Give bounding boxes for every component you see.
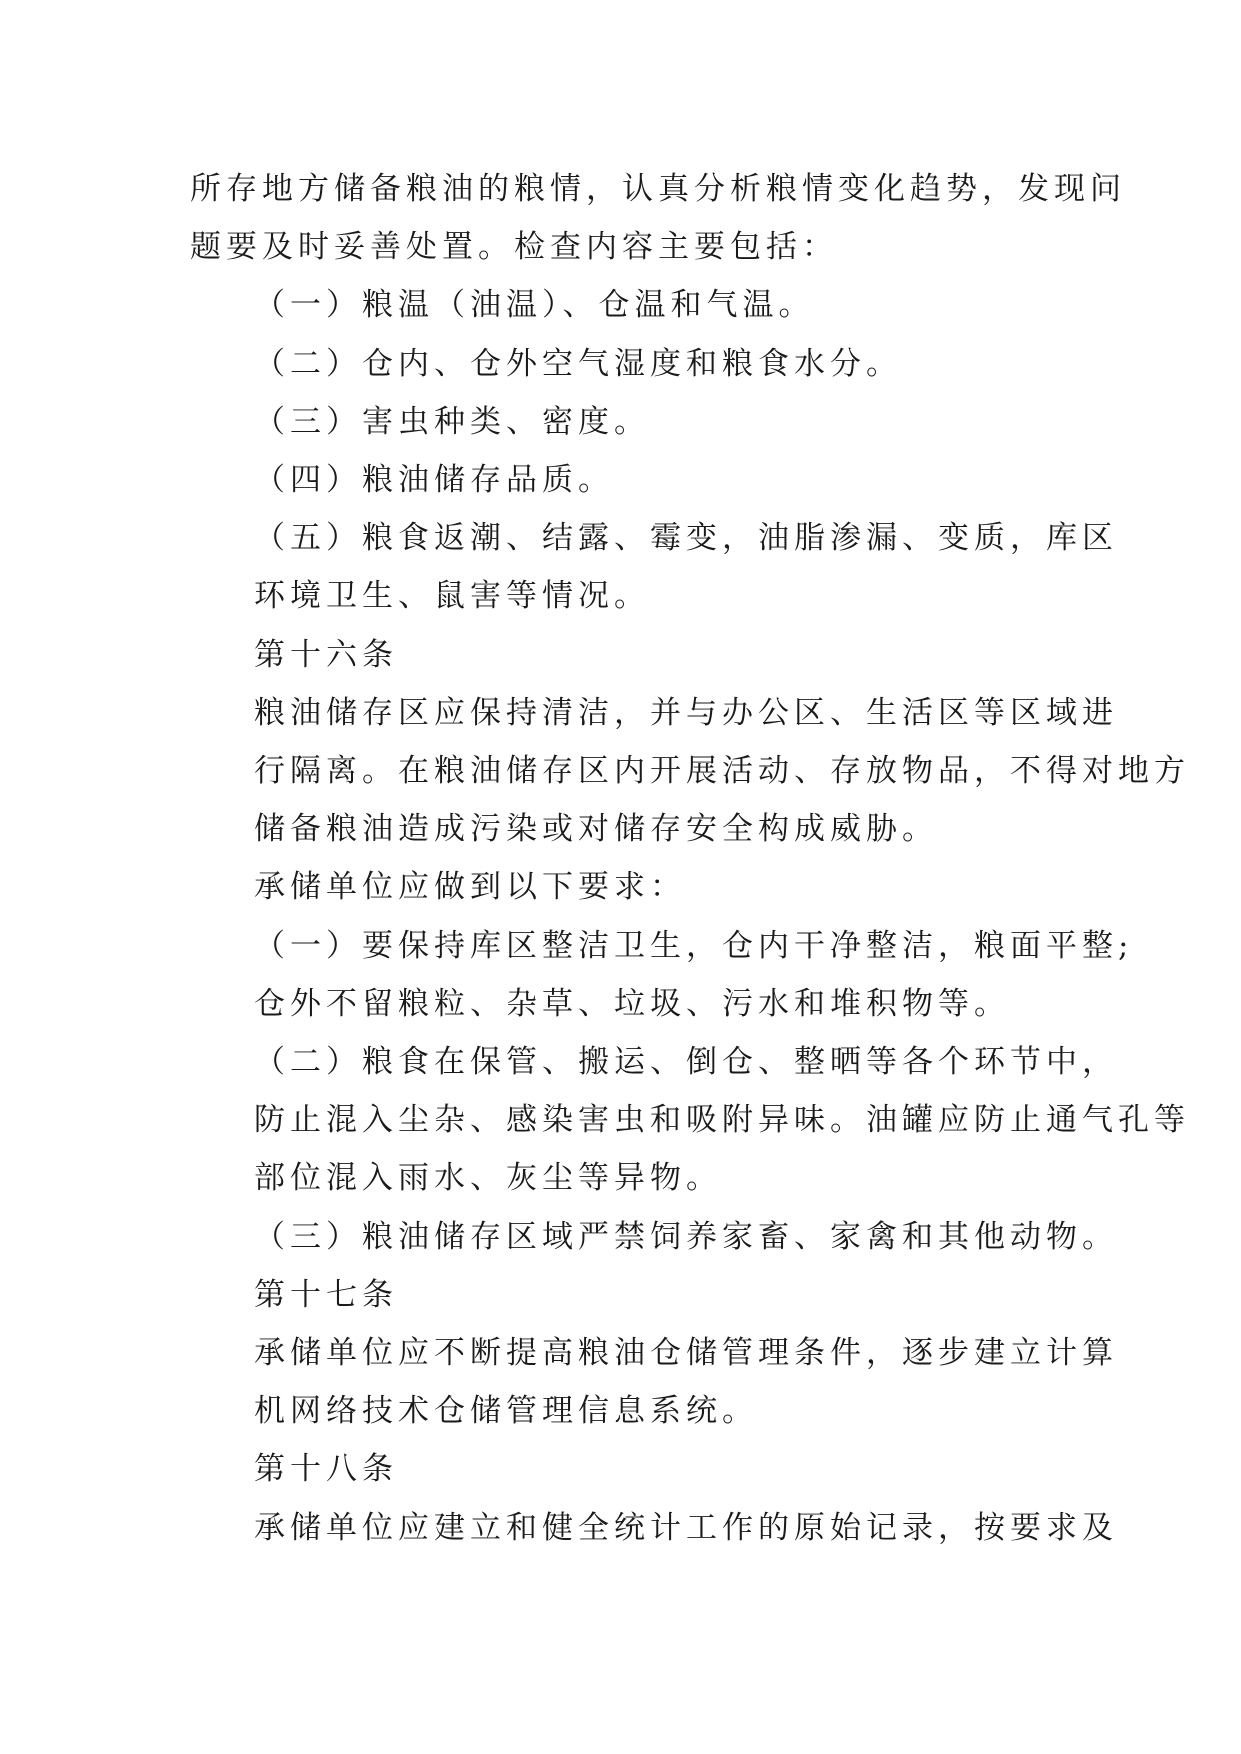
text-line: 承储单位应做到以下要求： — [254, 869, 686, 906]
list-item-contamination-prevention — [190, 1033, 1190, 1208]
text-line: （三）害虫种类、密度。 — [254, 403, 650, 440]
text-line: 题要及时妥善处置。检查内容主要包括： — [190, 229, 838, 266]
text-line: （一）要保持库区整洁卫生，仓内干净整洁，粮面平整; — [254, 927, 1134, 964]
paragraph-requirements-intro — [190, 858, 1070, 916]
text-line: 第十七条 — [254, 1276, 398, 1313]
text-line: 储备粮油造成污染或对储存安全构成威胁。 — [254, 811, 938, 848]
paragraph-statistical-records — [190, 1499, 1118, 1557]
article-heading-17 — [190, 1266, 1070, 1324]
text-line: （三）粮油储存区域严禁饲养家畜、家禽和其他动物。 — [254, 1218, 1118, 1255]
text-line: （五）粮食返潮、结露、霉变，油脂渗漏、变质，库区 — [254, 520, 1118, 557]
list-item-humidity-moisture — [190, 335, 1070, 393]
article-heading-18 — [190, 1440, 1070, 1498]
text-line: 仓外不留粮粒、杂草、垃圾、污水和堆积物等。 — [254, 985, 1010, 1022]
text-line: （四）粮油储存品质。 — [254, 462, 614, 499]
article-heading-16 — [190, 626, 1070, 684]
list-item-depot-hygiene — [190, 917, 1134, 1033]
text-line: 机网络技术仓储管理信息系统。 — [254, 1393, 758, 1430]
text-line: 行隔离。在粮油储存区内开展活动、存放物品，不得对地方 — [254, 753, 1190, 790]
list-item-grain-temperature — [190, 276, 1070, 334]
text-line: 防止混入尘杂、感染害虫和吸附异味。油罐应防止通气孔等 — [254, 1102, 1190, 1139]
text-line: 第十六条 — [254, 636, 398, 673]
text-line: 部位混入雨水、灰尘等异物。 — [254, 1160, 722, 1197]
text-line: 环境卫生、鼠害等情况。 — [254, 578, 650, 615]
paragraph-storage-area-cleanliness — [190, 684, 1190, 859]
text-line: （二）粮食在保管、搬运、倒仓、整晒等各个环节中， — [254, 1044, 1118, 1081]
document-body — [190, 160, 1190, 1557]
text-line: 承储单位应建立和健全统计工作的原始记录，按要求及 — [254, 1509, 1118, 1546]
text-line: 粮油储存区应保持清洁，并与办公区、生活区等区域进 — [254, 694, 1118, 731]
text-line: （二）仓内、仓外空气湿度和粮食水分。 — [254, 345, 902, 382]
paragraph-grain-inspection-intro — [190, 160, 1126, 276]
text-line: （一）粮温（油温）、仓温和气温。 — [254, 287, 815, 324]
list-item-storage-quality — [190, 451, 1070, 509]
text-line: 所存地方储备粮油的粮情，认真分析粮情变化趋势，发现问 — [190, 171, 1126, 207]
text-line: 第十八条 — [254, 1451, 398, 1488]
text-line: 承储单位应不断提高粮油仓储管理条件，逐步建立计算 — [254, 1335, 1118, 1372]
list-item-no-animals — [190, 1208, 1118, 1266]
list-item-spoilage-hygiene — [190, 509, 1118, 625]
list-item-pests — [190, 393, 1070, 451]
paragraph-information-system — [190, 1324, 1118, 1440]
